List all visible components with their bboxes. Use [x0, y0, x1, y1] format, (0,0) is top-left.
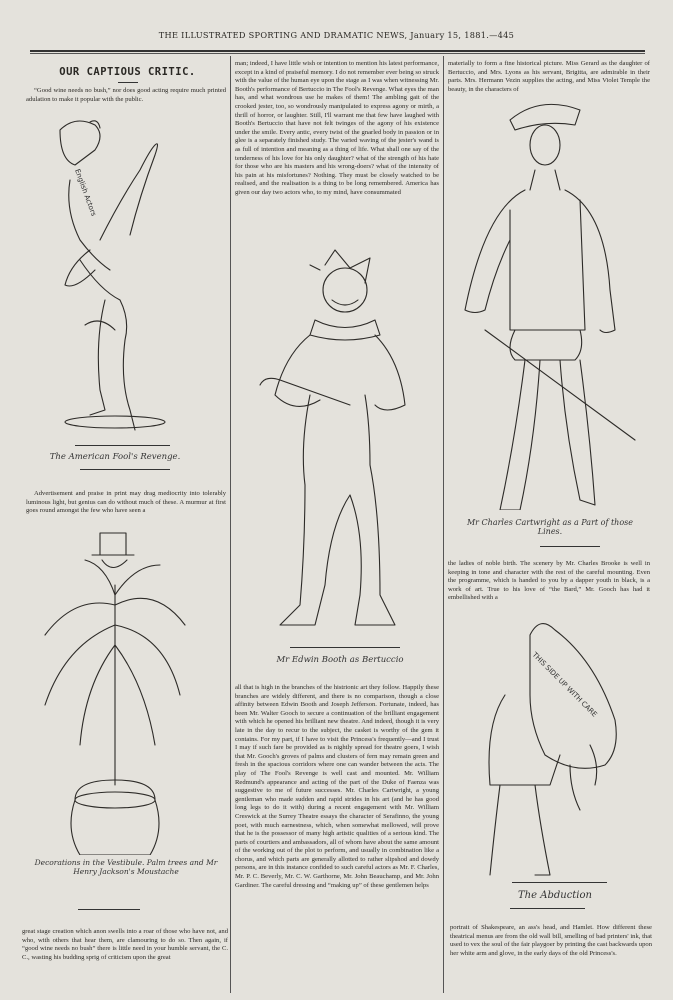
abduction-sketch	[470, 615, 640, 885]
header-rule	[30, 50, 645, 52]
article-title: OUR CAPTIOUS CRITIC.	[59, 66, 196, 78]
caption-abduction: The Abduction	[518, 890, 592, 901]
col3-middle	[448, 560, 650, 603]
paragraph: materially to form a fine historical picture. Miss Gerard as the daughter of Bertuccio, and Mrs. Lyons as his servant, Brigitta, are admirable in their parts. Mrs. Hermann Vezin supplies the acting, and Miss Violet Temple the beauty, in the characters of	[448, 60, 650, 93]
paragraph: the ladies of noble birth. The scenery by Mr. Charles Brooke is well in keeping in tone and character with the rest of the careful mounting. Even the programme, which is handed to you by a dapper youth in black, is a work of art. True to his love of “the Bard,” Mr. Gooch has had it embellished with a	[448, 560, 650, 602]
paragraph: all that is high in the branches of the histrionic art they follow. Happily these branches are widely different, and there is no comparison, though a close affinity between Edwin Booth and Joseph Jefferson. Fortunate, indeed, has been Mr. Walter Gooch to secure a continuation of the brilliant engagement with which he opened his brilliant new theatre. And indeed, though it is very late in the day to recur to the subject, the casket is worthy of the gem it contains. For my part, if I have to visit the Princess's frequently—and I trust I may if such fare be provided as is nightly spread for theatre goers, I wish that Mr. Gooch's groves of palms and clusters of fern may remain green and fresh in the spacious corridors where one can wander between the acts. The play of The Fool's Revenge is well cast and mounted. Mr. William Redmund's appearance and acting of the part of the Duke of Faenza was suggestive to me of future successes. Mr. Charles Cartwright, a young gentleman who made sudden and rapid strides in his art (and he has good long legs to do it with) during a recent engagement with Mr. William Creswick at the Surrey Theatre essays the character of Serafinno, the young poet, with much earnestness, which, when somewhat mellowed, will prove that he is the possessor of many high artistic qualities of a serious kind. The parts of courtiers and ambassadors, all of whom have about the same amount of the working out of the plot to perform, and usually in combination like a chorus, and which parts are generally allotted to rather slipshod and dowdy persons, are in this instance confided to such careful actors as Mr. F. Charles, Mr. P. C. Beverly, Mr. C. W. Garthorne, Mr. John Beauchamp, and Mr. John Gardiner. The careful dressing and “making up” of these gentlemen helps	[235, 684, 439, 889]
paragraph: “Good wine needs no bush,” nor does good acting require much printed adulation to make it popular with the public.	[26, 87, 226, 103]
col1-intro	[26, 87, 226, 104]
column-divider	[230, 56, 231, 993]
caption-rule	[512, 882, 607, 883]
paragraph: Advertisement and praise in print may drag mediocrity into tolerably luminous light, but genius can do without much of these. A murmur at first goes round amongst the few who have seen a	[26, 490, 226, 515]
caption-booth: Mr Edwin Booth as Bertuccio	[276, 655, 404, 665]
column-divider	[443, 56, 444, 993]
title-rule	[118, 82, 138, 83]
paragraph: great stage creation which anon swells into a roar of those who have not, and who, with others that hear them, are clamouring to do so. Then again, if “good wine needs no bush” there is little need in your humble servant, the C. C., wasting his budding sprig of criticism upon the great	[22, 928, 228, 961]
caption-rule	[540, 546, 600, 547]
caption-cartwright: Mr Charles Cartwright as a Part of those Lines.	[466, 518, 633, 536]
col3-bottom	[450, 924, 652, 958]
sack-label: THIS SIDE UP WITH CARE	[530, 650, 599, 719]
col1-bottom	[22, 928, 228, 962]
paragraph: man; indeed, I have little wish or intention to mention his latest performance, except in a kind of praiseful memory. I do not remember ever being so struck with the value of the human eye upon the stage as I was when witnessing Mr. Booth's performance of Bertuccio in The Fool's Revenge. What eyes the man has, and what wondrous use he makes of them! The ambling gait of the crooked jester, too, so wondrously manipulated to express agony or mirth, a thrill of horror, or laughter. Still, I'll warrant me that few have laughed with Booth's Bertuccio that have not felt twinges of the agony of his existence under the smile. Every antic, every twist of the gnarled body in passion or in glee is a separately finished study. The varied waving of the jester's wand is as full of intention and meaning as a thing of life. What shall one say of the tenderness of his love for his only daughter? what of the strength of his hate for those who are his masters and his wrong-doers? what of the intensity of his pain at his misfortunes? Nothing. They must be closely watched to be realised, and the realisation is a thing to be long remembered. America has given our day two actors who, to my mind, have consummated	[235, 60, 439, 196]
caption-decorations: Decorations in the Vestibule. Palm trees and Mr Henry Jackson's Moustache	[34, 858, 218, 876]
cartwright-sketch	[455, 90, 645, 510]
caption-american-fool: The American Fool's Revenge.	[49, 452, 181, 462]
caption-rule	[290, 647, 400, 648]
palm-tree-sketch	[30, 525, 210, 855]
booth-bertuccio-sketch	[250, 245, 430, 645]
col2-top	[235, 60, 439, 198]
header-rule-thin	[30, 53, 645, 54]
masthead: THE ILLUSTRATED SPORTING AND DRAMATIC NEWS, January 15, 1881.—445	[158, 30, 515, 40]
american-fool-sketch	[40, 110, 190, 440]
paragraph: portrait of Shakespeare, an ass's head, and Hamlet. How different these theatrical menus are from the old wall bill, smelling of bad printers' ink, that used to vex the soul of the fair playgoer by printing the cast backwards upon her white arm and glove, in the early days of the old Princess's.	[450, 924, 652, 957]
caption-rule	[75, 445, 170, 446]
col1-middle	[26, 490, 226, 516]
col2-bottom	[235, 684, 439, 890]
caption-rule	[78, 909, 140, 910]
jug-label: English Actors	[73, 167, 98, 218]
caption-rule	[80, 469, 170, 470]
caption-rule	[510, 908, 585, 909]
